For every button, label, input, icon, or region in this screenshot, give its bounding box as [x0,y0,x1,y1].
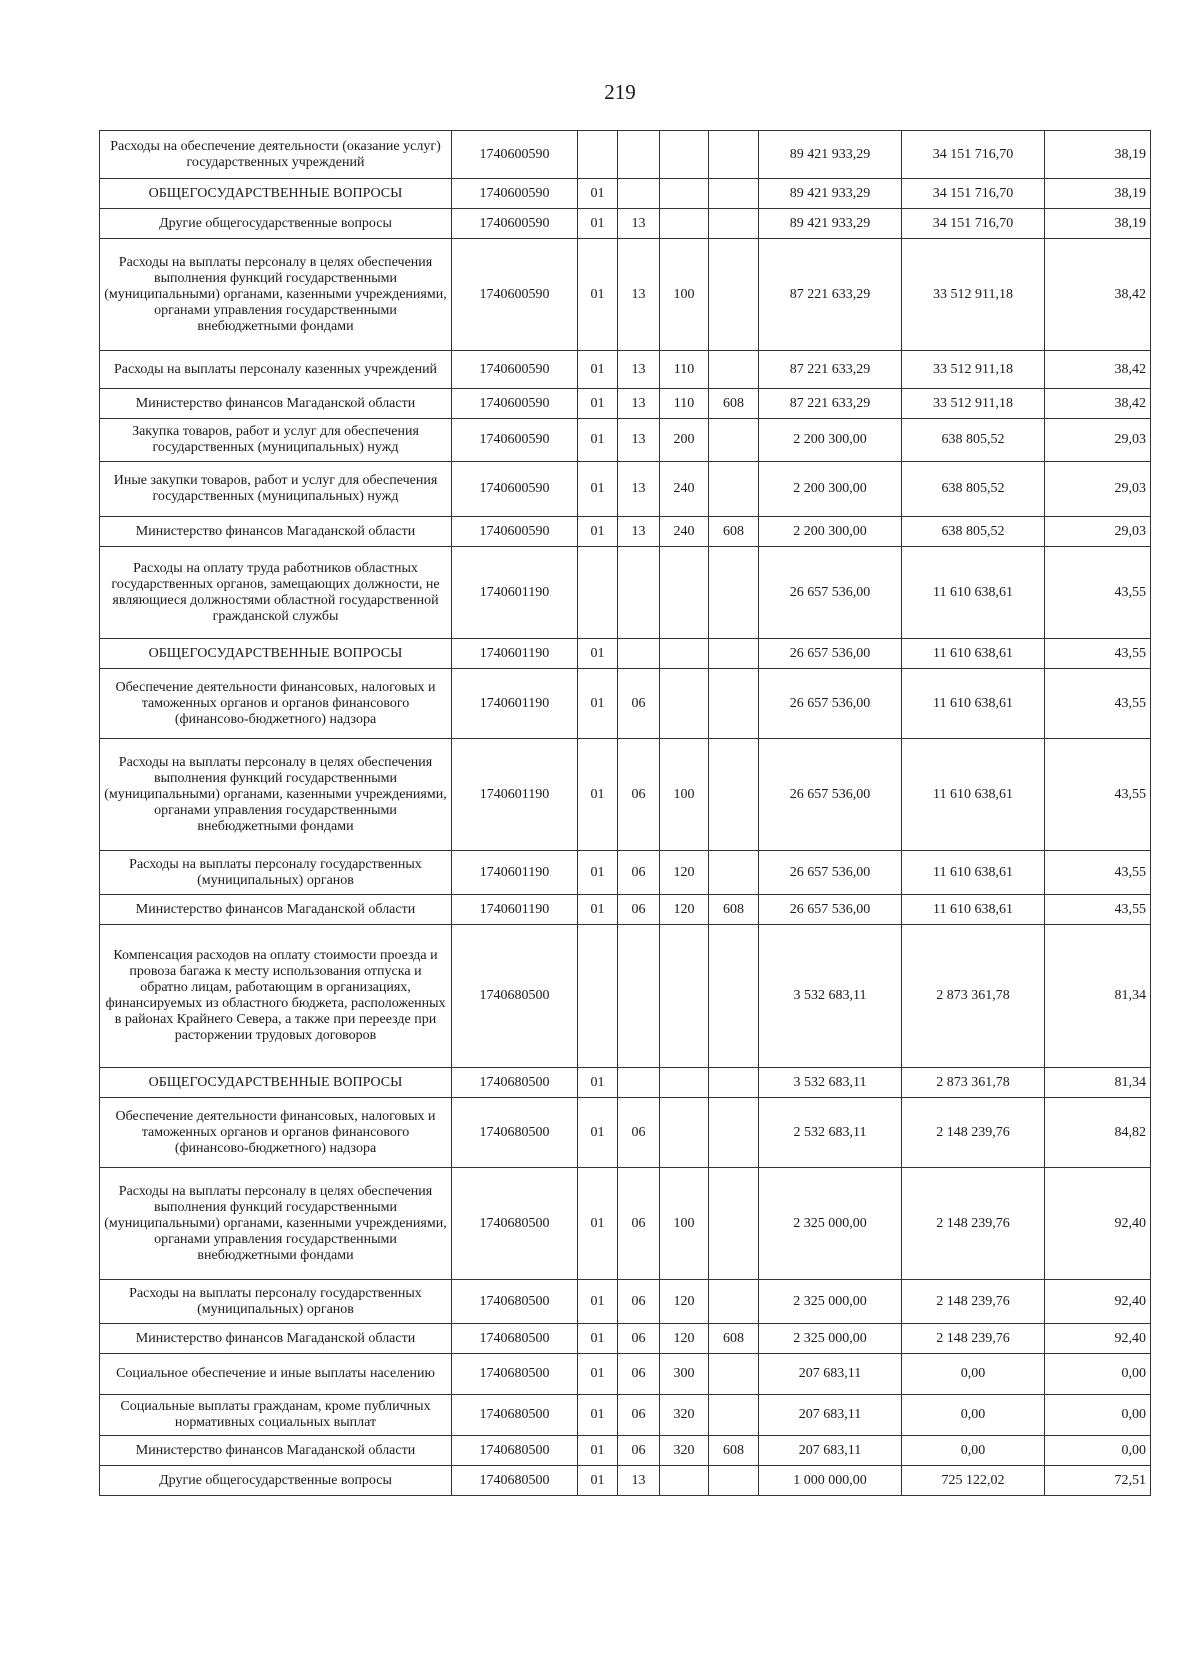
planned-amount: 2 325 000,00 [759,1324,902,1354]
execution-percent: 29,03 [1045,517,1151,547]
subsection-code: 13 [618,1466,660,1496]
section-code: 01 [578,639,618,669]
executed-amount: 2 873 361,78 [902,1068,1045,1098]
administrator-code: 608 [709,517,759,547]
subsection-code: 13 [618,419,660,462]
row-name: Расходы на обеспечение деятельности (оказание услуг) государственных учреждений [100,131,452,179]
target-code: 1740680500 [452,1354,578,1395]
planned-amount: 26 657 536,00 [759,669,902,739]
executed-amount: 33 512 911,18 [902,389,1045,419]
executed-amount: 11 610 638,61 [902,851,1045,895]
expense-kind-code: 320 [660,1436,709,1466]
administrator-code [709,462,759,517]
executed-amount: 638 805,52 [902,462,1045,517]
administrator-code [709,739,759,851]
executed-amount: 11 610 638,61 [902,669,1045,739]
table-row [100,351,1151,389]
section-code: 01 [578,1324,618,1354]
section-code: 01 [578,895,618,925]
execution-percent: 38,19 [1045,131,1151,179]
expense-kind-code [660,179,709,209]
table-row [100,639,1151,669]
row-name: Другие общегосударственные вопросы [100,209,452,239]
administrator-code [709,1395,759,1436]
expense-kind-code [660,639,709,669]
executed-amount: 2 148 239,76 [902,1324,1045,1354]
subsection-code: 06 [618,895,660,925]
administrator-code [709,419,759,462]
expense-kind-code [660,1068,709,1098]
execution-percent: 38,19 [1045,179,1151,209]
planned-amount: 89 421 933,29 [759,209,902,239]
execution-percent: 38,42 [1045,389,1151,419]
table-row [100,389,1151,419]
subsection-code: 13 [618,517,660,547]
subsection-code [618,639,660,669]
row-name: Расходы на выплаты персоналу государственных (муниципальных) органов [100,851,452,895]
table-row [100,1168,1151,1280]
table-row [100,1098,1151,1168]
target-code: 1740601190 [452,739,578,851]
planned-amount: 2 325 000,00 [759,1280,902,1324]
planned-amount: 3 532 683,11 [759,1068,902,1098]
execution-percent: 43,55 [1045,851,1151,895]
execution-percent: 0,00 [1045,1436,1151,1466]
executed-amount: 2 148 239,76 [902,1098,1045,1168]
table-row [100,1068,1151,1098]
executed-amount: 11 610 638,61 [902,547,1045,639]
planned-amount: 2 200 300,00 [759,419,902,462]
administrator-code [709,351,759,389]
row-name: Министерство финансов Магаданской области [100,517,452,547]
target-code: 1740600590 [452,179,578,209]
table-row [100,739,1151,851]
execution-percent: 0,00 [1045,1395,1151,1436]
planned-amount: 26 657 536,00 [759,851,902,895]
planned-amount: 2 325 000,00 [759,1168,902,1280]
target-code: 1740600590 [452,389,578,419]
page-number: 219 [604,80,636,104]
row-name: Расходы на выплаты персоналу государственных (муниципальных) органов [100,1280,452,1324]
planned-amount: 2 200 300,00 [759,462,902,517]
expense-kind-code: 120 [660,1280,709,1324]
section-code: 01 [578,1068,618,1098]
target-code: 1740600590 [452,239,578,351]
expense-kind-code [660,1466,709,1496]
executed-amount: 0,00 [902,1395,1045,1436]
expense-kind-code: 120 [660,851,709,895]
executed-amount: 34 151 716,70 [902,131,1045,179]
administrator-code [709,925,759,1068]
row-name: Расходы на выплаты персоналу в целях обеспечения выполнения функций государственными (муниципальными) органами, казенными учреждениями, органами управления государственными внебюджетными фондами [100,1168,452,1280]
subsection-code: 06 [618,1098,660,1168]
table-row [100,1324,1151,1354]
row-name: Расходы на выплаты персоналу в целях обеспечения выполнения функций государственными (муниципальными) органами, казенными учреждениями, органами управления государственными внебюджетными фондами [100,239,452,351]
administrator-code: 608 [709,389,759,419]
execution-percent: 0,00 [1045,1354,1151,1395]
section-code: 01 [578,517,618,547]
execution-percent: 43,55 [1045,895,1151,925]
section-code [578,131,618,179]
administrator-code [709,1098,759,1168]
execution-percent: 81,34 [1045,925,1151,1068]
execution-percent: 81,34 [1045,1068,1151,1098]
target-code: 1740680500 [452,1168,578,1280]
execution-percent: 38,19 [1045,209,1151,239]
target-code: 1740680500 [452,1466,578,1496]
administrator-code [709,1168,759,1280]
table-row [100,419,1151,462]
expense-kind-code: 110 [660,351,709,389]
row-name: Министерство финансов Магаданской области [100,1436,452,1466]
subsection-code: 06 [618,1324,660,1354]
executed-amount: 0,00 [902,1354,1045,1395]
target-code: 1740600590 [452,419,578,462]
expense-kind-code [660,209,709,239]
planned-amount: 26 657 536,00 [759,639,902,669]
table-row [100,851,1151,895]
table-row [100,131,1151,179]
row-name: Социальные выплаты гражданам, кроме публичных нормативных социальных выплат [100,1395,452,1436]
section-code: 01 [578,669,618,739]
administrator-code [709,1280,759,1324]
executed-amount: 725 122,02 [902,1466,1045,1496]
planned-amount: 2 532 683,11 [759,1098,902,1168]
table-row [100,1354,1151,1395]
planned-amount: 89 421 933,29 [759,131,902,179]
administrator-code [709,239,759,351]
section-code [578,547,618,639]
expense-kind-code: 100 [660,739,709,851]
execution-percent: 92,40 [1045,1168,1151,1280]
expense-kind-code: 100 [660,1168,709,1280]
executed-amount: 34 151 716,70 [902,179,1045,209]
expense-kind-code: 300 [660,1354,709,1395]
administrator-code [709,1354,759,1395]
target-code: 1740601190 [452,547,578,639]
target-code: 1740680500 [452,1098,578,1168]
budget-table-body [100,131,1151,1496]
execution-percent: 43,55 [1045,739,1151,851]
section-code: 01 [578,1280,618,1324]
administrator-code: 608 [709,1324,759,1354]
expense-kind-code: 200 [660,419,709,462]
target-code: 1740680500 [452,925,578,1068]
expense-kind-code: 240 [660,462,709,517]
table-row [100,209,1151,239]
planned-amount: 26 657 536,00 [759,739,902,851]
executed-amount: 33 512 911,18 [902,239,1045,351]
subsection-code: 06 [618,1168,660,1280]
table-row [100,1466,1151,1496]
execution-percent: 43,55 [1045,639,1151,669]
row-name: Министерство финансов Магаданской области [100,895,452,925]
section-code: 01 [578,462,618,517]
subsection-code: 06 [618,1354,660,1395]
subsection-code: 06 [618,1395,660,1436]
subsection-code [618,925,660,1068]
target-code: 1740680500 [452,1280,578,1324]
executed-amount: 2 873 361,78 [902,925,1045,1068]
executed-amount: 2 148 239,76 [902,1280,1045,1324]
expense-kind-code [660,669,709,739]
expense-kind-code: 110 [660,389,709,419]
subsection-code: 06 [618,1280,660,1324]
table-row [100,517,1151,547]
expense-kind-code [660,547,709,639]
executed-amount: 11 610 638,61 [902,639,1045,669]
expense-kind-code [660,131,709,179]
expense-kind-code: 120 [660,1324,709,1354]
target-code: 1740600590 [452,462,578,517]
execution-percent: 43,55 [1045,547,1151,639]
subsection-code: 13 [618,389,660,419]
budget-table [99,130,1151,1496]
row-name: Обеспечение деятельности финансовых, налоговых и таможенных органов и органов финансового (финансово-бюджетного) надзора [100,669,452,739]
table-row [100,462,1151,517]
planned-amount: 207 683,11 [759,1354,902,1395]
table-row [100,179,1151,209]
table-row [100,925,1151,1068]
subsection-code [618,179,660,209]
table-row [100,239,1151,351]
target-code: 1740601190 [452,895,578,925]
executed-amount: 34 151 716,70 [902,209,1045,239]
expense-kind-code: 120 [660,895,709,925]
table-row [100,1436,1151,1466]
table-row [100,895,1151,925]
execution-percent: 92,40 [1045,1324,1151,1354]
section-code [578,925,618,1068]
expense-kind-code [660,1098,709,1168]
section-code: 01 [578,239,618,351]
expense-kind-code [660,925,709,1068]
administrator-code [709,1068,759,1098]
administrator-code [709,209,759,239]
section-code: 01 [578,1395,618,1436]
execution-percent: 38,42 [1045,239,1151,351]
row-name: Иные закупки товаров, работ и услуг для обеспечения государственных (муниципальных) нужд [100,462,452,517]
row-name: Другие общегосударственные вопросы [100,1466,452,1496]
expense-kind-code: 240 [660,517,709,547]
planned-amount: 1 000 000,00 [759,1466,902,1496]
row-name: Социальное обеспечение и иные выплаты населению [100,1354,452,1395]
section-code: 01 [578,209,618,239]
target-code: 1740680500 [452,1324,578,1354]
target-code: 1740600590 [452,209,578,239]
subsection-code: 13 [618,351,660,389]
row-name: ОБЩЕГОСУДАРСТВЕННЫЕ ВОПРОСЫ [100,1068,452,1098]
administrator-code: 608 [709,1436,759,1466]
target-code: 1740600590 [452,517,578,547]
table-row [100,1395,1151,1436]
planned-amount: 89 421 933,29 [759,179,902,209]
expense-kind-code: 100 [660,239,709,351]
administrator-code [709,1466,759,1496]
row-name: Расходы на оплату труда работников областных государственных органов, замещающих должности, не являющиеся должностями областной государственной гражданской службы [100,547,452,639]
row-name: ОБЩЕГОСУДАРСТВЕННЫЕ ВОПРОСЫ [100,179,452,209]
executed-amount: 638 805,52 [902,517,1045,547]
row-name: Министерство финансов Магаданской области [100,1324,452,1354]
row-name: Министерство финансов Магаданской области [100,389,452,419]
section-code: 01 [578,351,618,389]
subsection-code: 13 [618,209,660,239]
planned-amount: 3 532 683,11 [759,925,902,1068]
administrator-code [709,851,759,895]
execution-percent: 29,03 [1045,462,1151,517]
target-code: 1740601190 [452,639,578,669]
section-code: 01 [578,1168,618,1280]
section-code: 01 [578,1354,618,1395]
section-code: 01 [578,851,618,895]
planned-amount: 26 657 536,00 [759,547,902,639]
target-code: 1740680500 [452,1395,578,1436]
section-code: 01 [578,1436,618,1466]
administrator-code: 608 [709,895,759,925]
executed-amount: 33 512 911,18 [902,351,1045,389]
section-code: 01 [578,1466,618,1496]
section-code: 01 [578,179,618,209]
table-row [100,669,1151,739]
subsection-code: 06 [618,851,660,895]
execution-percent: 72,51 [1045,1466,1151,1496]
execution-percent: 38,42 [1045,351,1151,389]
executed-amount: 638 805,52 [902,419,1045,462]
subsection-code: 06 [618,669,660,739]
row-name: Расходы на выплаты персоналу казенных учреждений [100,351,452,389]
table-row [100,1280,1151,1324]
execution-percent: 29,03 [1045,419,1151,462]
execution-percent: 43,55 [1045,669,1151,739]
administrator-code [709,669,759,739]
section-code: 01 [578,419,618,462]
row-name: ОБЩЕГОСУДАРСТВЕННЫЕ ВОПРОСЫ [100,639,452,669]
administrator-code [709,639,759,669]
administrator-code [709,179,759,209]
expense-kind-code: 320 [660,1395,709,1436]
table-row [100,547,1151,639]
section-code: 01 [578,739,618,851]
executed-amount: 11 610 638,61 [902,895,1045,925]
subsection-code [618,1068,660,1098]
subsection-code [618,131,660,179]
subsection-code: 06 [618,739,660,851]
planned-amount: 87 221 633,29 [759,351,902,389]
execution-percent: 92,40 [1045,1280,1151,1324]
subsection-code [618,547,660,639]
planned-amount: 207 683,11 [759,1395,902,1436]
section-code: 01 [578,1098,618,1168]
planned-amount: 87 221 633,29 [759,389,902,419]
target-code: 1740600590 [452,131,578,179]
target-code: 1740601190 [452,851,578,895]
target-code: 1740680500 [452,1068,578,1098]
subsection-code: 13 [618,462,660,517]
administrator-code [709,547,759,639]
target-code: 1740601190 [452,669,578,739]
target-code: 1740680500 [452,1436,578,1466]
subsection-code: 06 [618,1436,660,1466]
row-name: Расходы на выплаты персоналу в целях обеспечения выполнения функций государственными (муниципальными) органами, казенными учреждениями, органами управления государственными внебюджетными фондами [100,739,452,851]
planned-amount: 26 657 536,00 [759,895,902,925]
row-name: Компенсация расходов на оплату стоимости проезда и провоза багажа к месту использования отпуска и обратно лицам, работающим в организациях, финансируемых из областного бюджета, расположенных в районах Крайнего Севера, а также при переезде при расторжении трудовых договоров [100,925,452,1068]
planned-amount: 2 200 300,00 [759,517,902,547]
target-code: 1740600590 [452,351,578,389]
executed-amount: 11 610 638,61 [902,739,1045,851]
section-code: 01 [578,389,618,419]
planned-amount: 87 221 633,29 [759,239,902,351]
executed-amount: 2 148 239,76 [902,1168,1045,1280]
row-name: Обеспечение деятельности финансовых, налоговых и таможенных органов и органов финансового (финансово-бюджетного) надзора [100,1098,452,1168]
planned-amount: 207 683,11 [759,1436,902,1466]
administrator-code [709,131,759,179]
row-name: Закупка товаров, работ и услуг для обеспечения государственных (муниципальных) нужд [100,419,452,462]
executed-amount: 0,00 [902,1436,1045,1466]
subsection-code: 13 [618,239,660,351]
execution-percent: 84,82 [1045,1098,1151,1168]
